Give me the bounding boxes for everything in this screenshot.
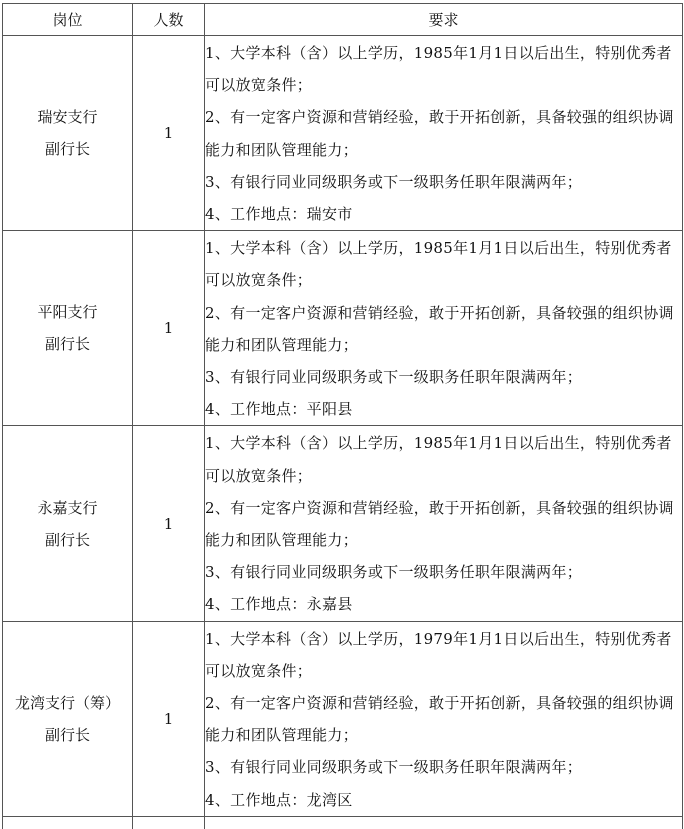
requirement-item: 2、有一定客户资源和营销经验，敢于开拓创新，具备较强的组织协调能力和团队管理能力； [205, 498, 674, 550]
position-title: 副行长 [44, 530, 90, 549]
position-title: 副行长 [44, 725, 90, 744]
table-row [3, 36, 683, 231]
requirement-item: 1、大学本科（含）以上学历，1985年1月1日以后出生，特别优秀者可以放宽条件； [205, 239, 672, 290]
requirement-item: 1、大学本科（含）以上学历，1985年1月1日以后出生，特别优秀者可以放宽条件； [205, 434, 672, 485]
count-cell: 1 [133, 36, 205, 231]
empty-cell [205, 816, 683, 829]
position-branch: 龙湾支行（筹） [14, 693, 120, 712]
table-row [3, 231, 683, 426]
position-branch: 瑞安支行 [37, 108, 98, 127]
empty-cell [133, 816, 205, 829]
table-row [3, 621, 683, 816]
position-title: 副行长 [44, 335, 90, 354]
count-cell: 1 [133, 426, 205, 621]
requirement-item: 4、工作地点：平阳县 [205, 400, 353, 419]
requirements-cell [205, 231, 683, 426]
position-cell [3, 621, 133, 816]
position-branch: 永嘉支行 [37, 498, 98, 517]
position-branch: 平阳支行 [37, 303, 98, 322]
requirements-cell [205, 36, 683, 231]
position-title: 副行长 [44, 140, 90, 159]
table-header-row [3, 4, 683, 36]
requirements-cell [205, 426, 683, 621]
position-cell [3, 231, 133, 426]
requirement-item: 3、有银行同业同级职务或下一级职务任职年限满两年； [205, 758, 583, 777]
requirement-item: 4、工作地点：瑞安市 [205, 205, 353, 224]
table-row [3, 426, 683, 621]
table-row-cropped [3, 816, 683, 829]
requirement-item: 4、工作地点：龙湾区 [205, 790, 353, 809]
requirements-cell [205, 621, 683, 816]
count-cell: 1 [133, 231, 205, 426]
position-cell [3, 36, 133, 231]
requirement-item: 3、有银行同业同级职务或下一级职务任职年限满两年； [205, 172, 583, 191]
requirement-item: 3、有银行同业同级职务或下一级职务任职年限满两年； [205, 368, 583, 387]
recruitment-table [2, 3, 683, 829]
header-position: 岗位 [3, 4, 133, 36]
header-count: 人数 [133, 4, 205, 36]
position-cell [3, 426, 133, 621]
requirement-item: 2、有一定客户资源和营销经验，敢于开拓创新，具备较强的组织协调能力和团队管理能力； [205, 108, 674, 159]
requirement-item: 2、有一定客户资源和营销经验，敢于开拓创新，具备较强的组织协调能力和团队管理能力； [205, 694, 674, 745]
count-cell: 1 [133, 621, 205, 816]
header-requirements: 要求 [205, 4, 683, 36]
requirement-item: 3、有银行同业同级职务或下一级职务任职年限满两年； [205, 563, 583, 582]
requirement-item: 2、有一定客户资源和营销经验，敢于开拓创新，具备较强的组织协调能力和团队管理能力； [205, 303, 674, 354]
empty-cell [3, 816, 133, 829]
requirement-item: 1、大学本科（含）以上学历，1985年1月1日以后出生，特别优秀者可以放宽条件； [205, 44, 672, 95]
requirement-item: 1、大学本科（含）以上学历，1979年1月1日以后出生，特别优秀者可以放宽条件； [205, 629, 672, 680]
requirement-item: 4、工作地点：永嘉县 [205, 595, 353, 614]
